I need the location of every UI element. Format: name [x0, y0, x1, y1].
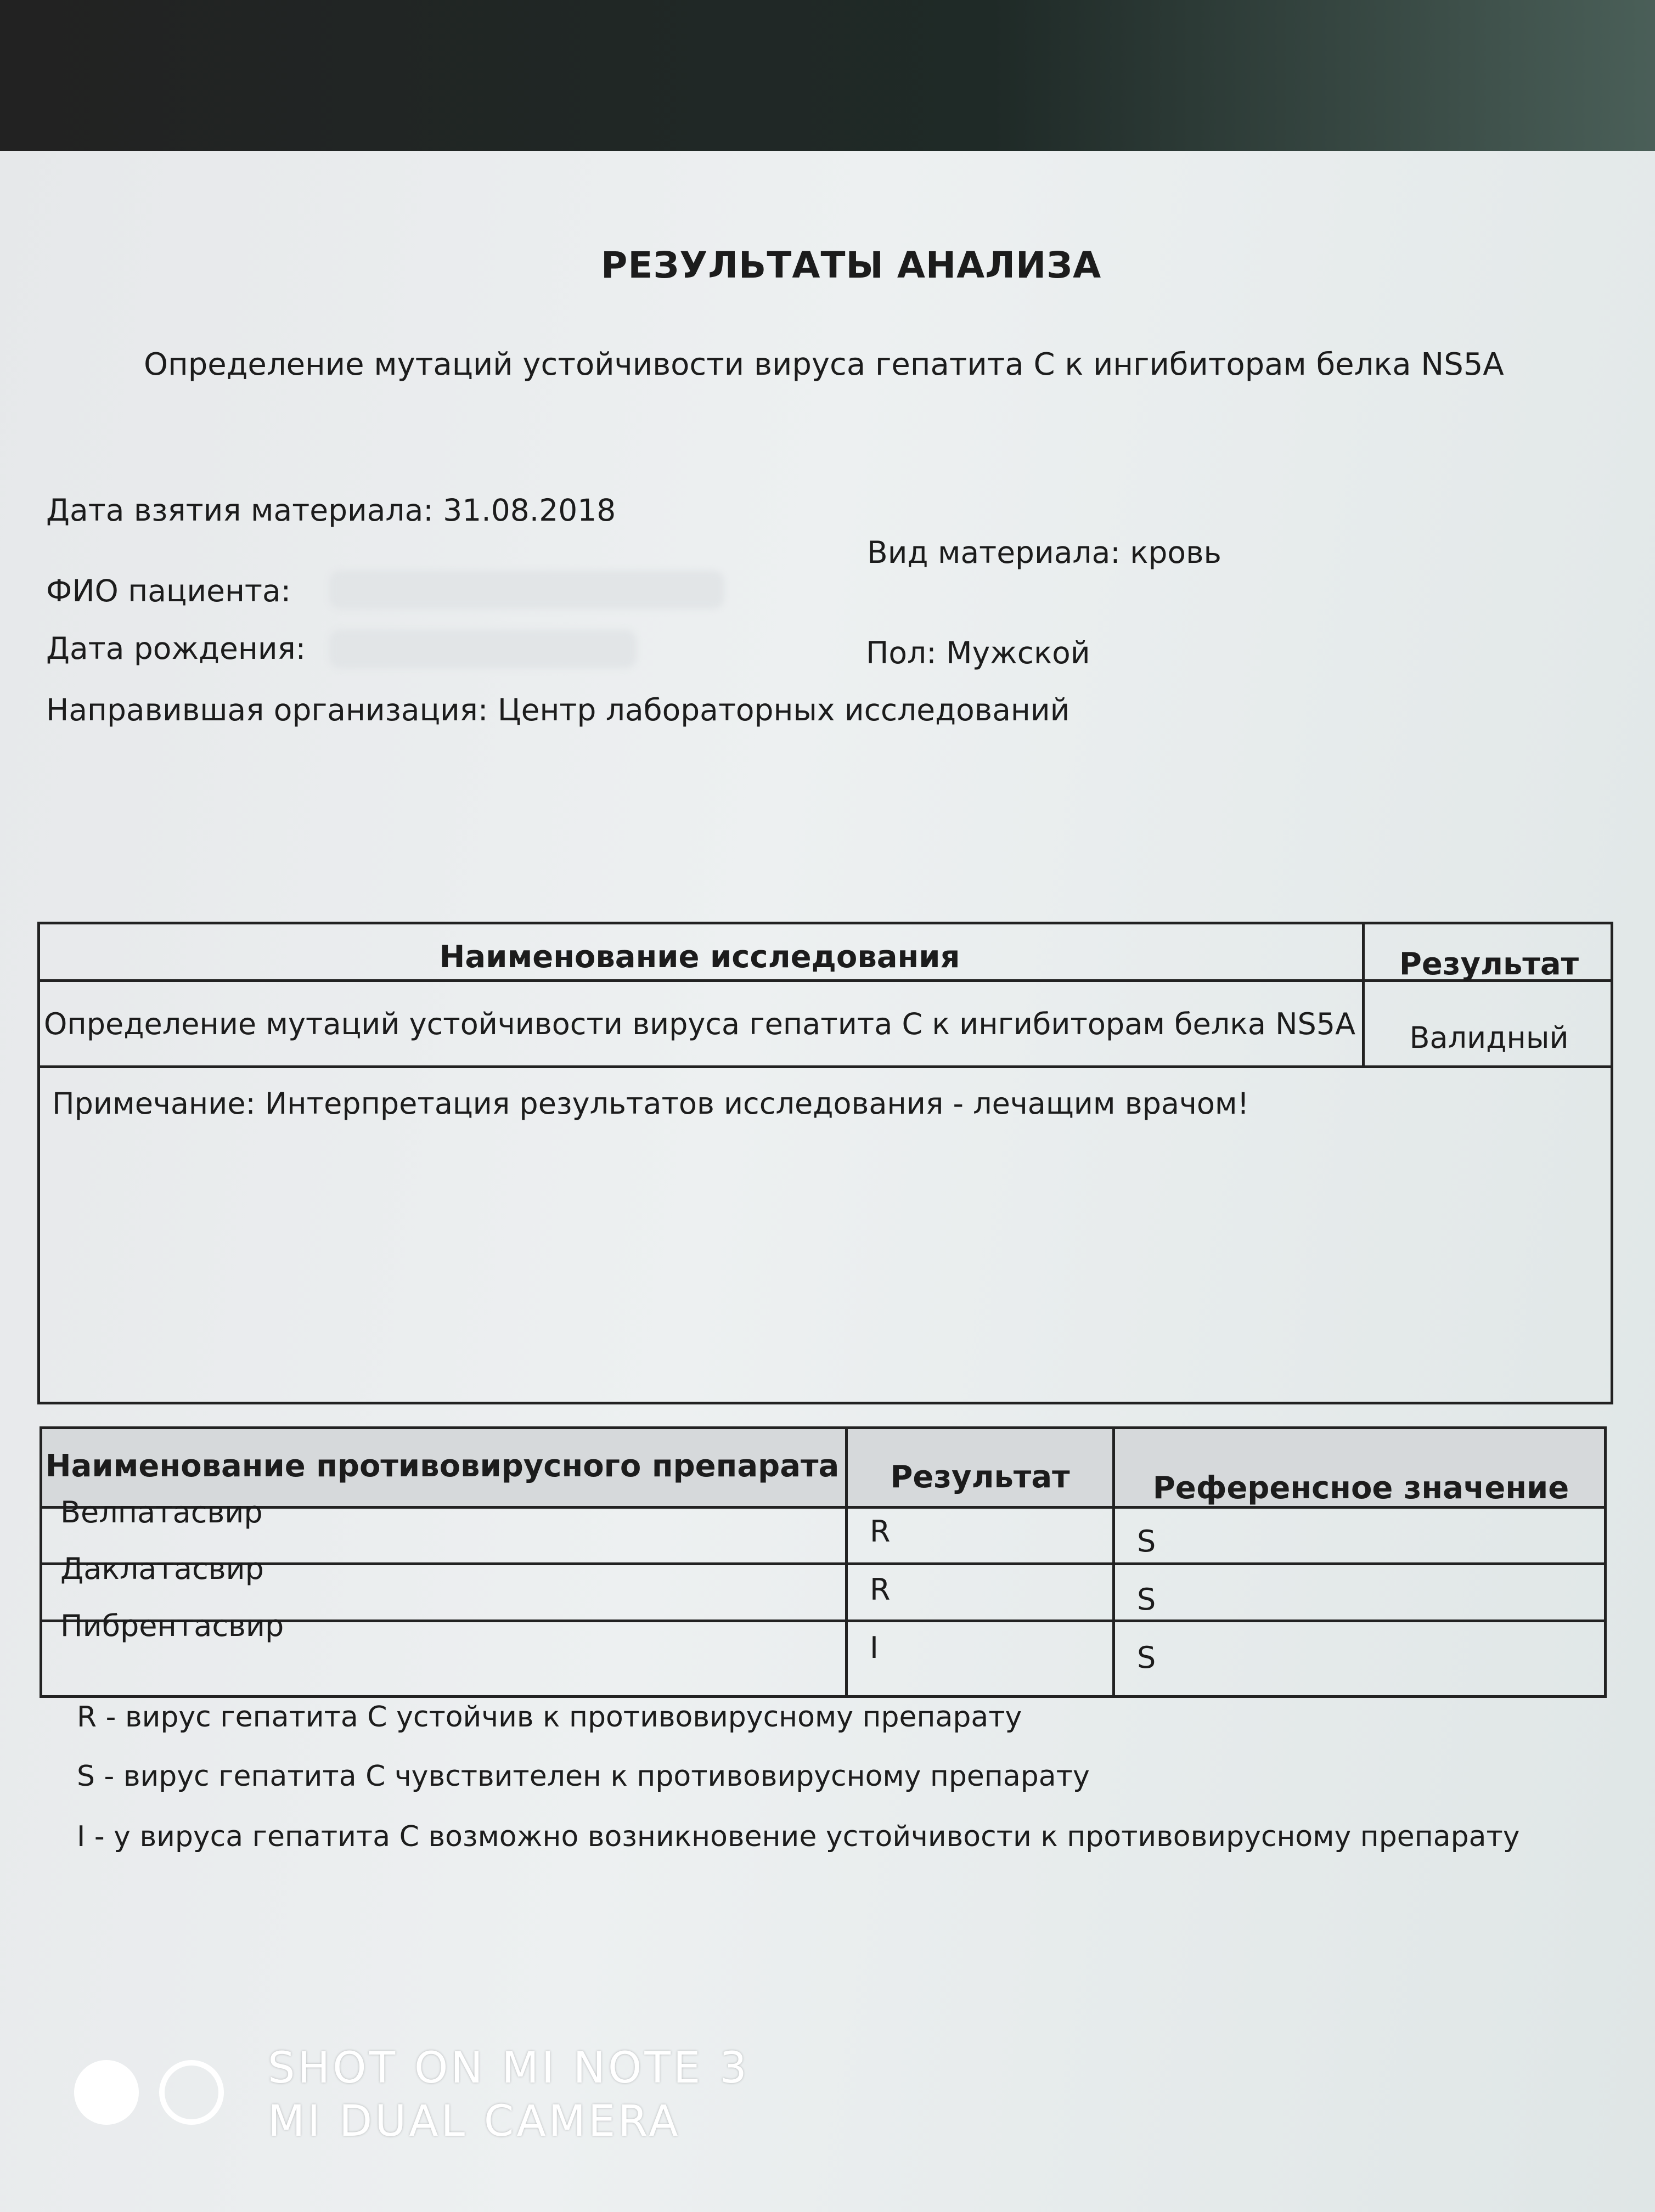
- drug-row-2-result: R: [870, 1572, 891, 1607]
- patient-sex: Пол: Мужской: [866, 635, 1090, 670]
- watermark-line-2: MI DUAL CAMERA: [268, 2097, 681, 2146]
- study-row-name: Определение мутаций устойчивости вируса гепатита С к ингибиторам белка NS5A: [43, 1007, 1356, 1041]
- drug-row-3-reference: S: [1137, 1640, 1156, 1675]
- drug-table-row-line-1: [40, 1562, 1607, 1565]
- drug-header-reference: Референсное значение: [1152, 1470, 1569, 1506]
- drug-header-name: Наименование противовирусного препарата: [45, 1448, 840, 1484]
- drug-row-1-result: R: [870, 1514, 891, 1549]
- study-note: Примечание: Интерпретация результатов исследования - лечащим врачом!: [52, 1086, 1249, 1121]
- drug-row-3-name: Пибрентасвир: [60, 1609, 284, 1643]
- study-header-result: Результат: [1399, 946, 1579, 982]
- analysis-subtitle: Определение мутаций устойчивости вируса гепатита С к ингибиторам белка NS5A: [144, 347, 1504, 382]
- material-type: Вид материала: кровь: [867, 535, 1221, 570]
- redacted-birth-date: [329, 630, 637, 668]
- legend-i: I - у вируса гепатита С возможно возникновение устойчивости к противовирусному препарату: [77, 1820, 1520, 1853]
- monitor-top-bezel: [0, 0, 1655, 151]
- study-table: [37, 922, 1613, 1404]
- drug-header-result: Результат: [890, 1459, 1070, 1495]
- watermark-filled-circle-icon: [74, 2060, 139, 2125]
- page-title: РЕЗУЛЬТАТЫ АНАЛИЗА: [601, 244, 1102, 286]
- watermark-ring-icon: [159, 2060, 224, 2125]
- legend-s: S - вирус гепатита С чувствителен к противовирусному препарату: [77, 1760, 1090, 1793]
- birth-date-label: Дата рождения:: [46, 631, 306, 666]
- drug-table-col-divider-2: [1112, 1426, 1115, 1698]
- patient-name-label: ФИО пациента:: [46, 573, 291, 608]
- drug-table-header-line: [40, 1506, 1607, 1509]
- drug-row-1-name: Велпатасвир: [60, 1495, 263, 1530]
- drug-row-1-reference: S: [1137, 1524, 1156, 1559]
- study-row-result: Валидный: [1409, 1020, 1569, 1055]
- redacted-name: [329, 571, 724, 609]
- study-table-row-line: [37, 1065, 1613, 1068]
- drug-row-2-name: Даклатасвир: [60, 1551, 264, 1586]
- referring-organization: Направившая организация: Центр лабораторных исследований: [46, 692, 1070, 727]
- watermark-line-1: SHOT ON MI NOTE 3: [268, 2044, 750, 2093]
- drug-row-2-reference: S: [1137, 1582, 1156, 1617]
- drug-row-3-result: I: [870, 1630, 879, 1665]
- sample-date: Дата взятия материала: 31.08.2018: [46, 493, 616, 528]
- legend-r: R - вирус гепатита С устойчив к противовирусному препарату: [77, 1701, 1022, 1734]
- study-header-name: Наименование исследования: [439, 939, 960, 975]
